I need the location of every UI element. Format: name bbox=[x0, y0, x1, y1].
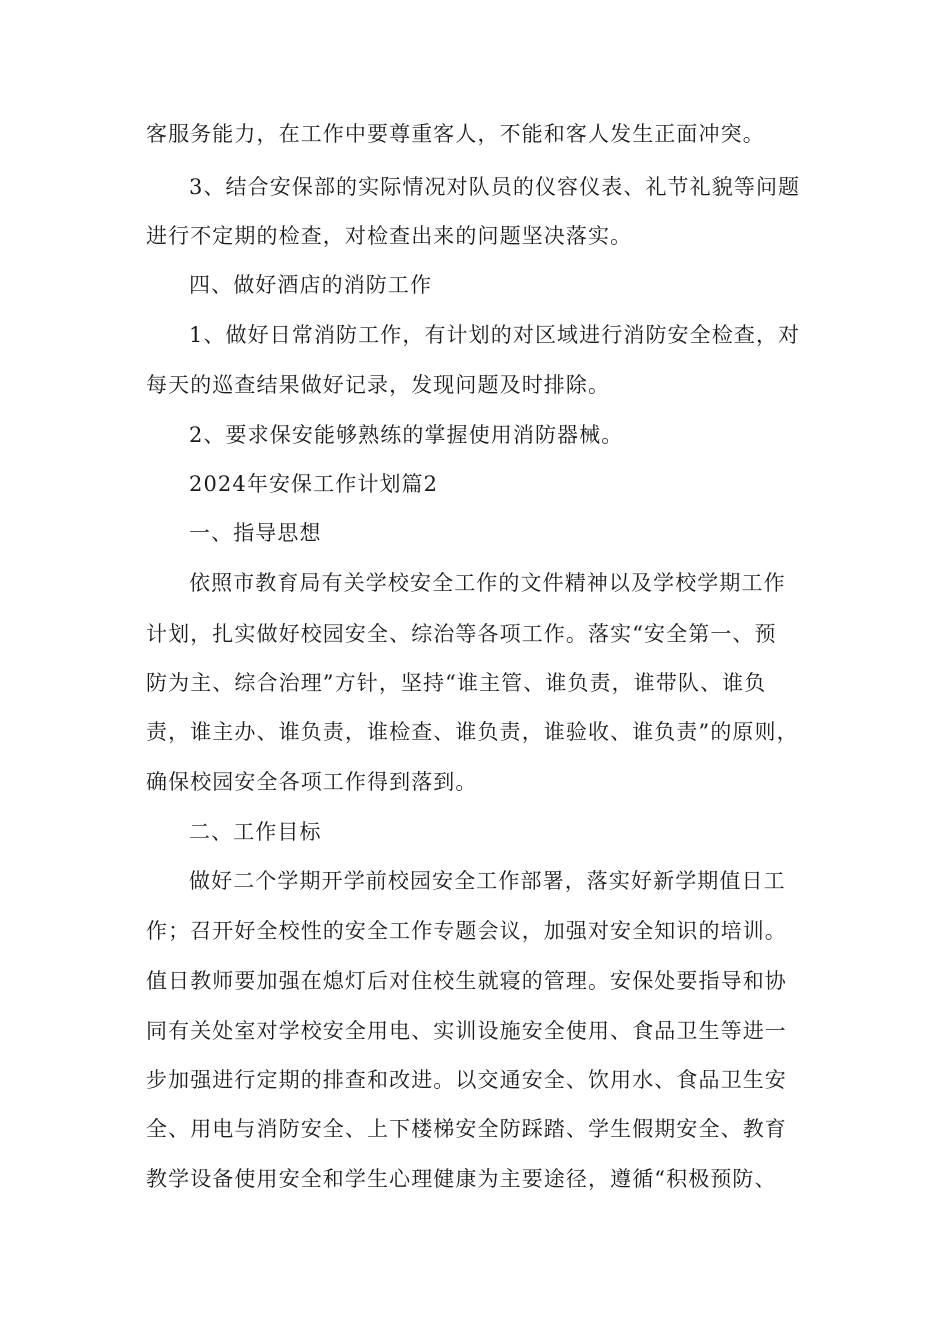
paragraph-line: 做好二个学期开学前校园安全工作部署，落实好新学期值日工 bbox=[189, 869, 786, 893]
paragraph-line: 1、做好日常消防工作，有计划的对区域进行消防安全检查，对 bbox=[189, 323, 801, 347]
paragraph-line: 防为主、综合治理”方针，坚持“谁主管、谁负责，谁带队、谁负 bbox=[146, 671, 767, 695]
paragraph-line: 每天的巡查结果做好记录，发现问题及时排除。 bbox=[146, 373, 611, 397]
paragraph-line: 同有关处室对学校安全用电、实训设施安全使用、食品卫生等进一 bbox=[146, 1019, 787, 1043]
paragraph-line: 教学设备使用安全和学生心理健康为主要途径，遵循“积极预防、 bbox=[146, 1167, 777, 1191]
paragraph-line: 责，谁主办、谁负责，谁检查、谁负责，谁验收、谁负责”的原则， bbox=[146, 720, 799, 744]
paragraph-line: 进行不定期的检查，对检查出来的问题坚决落实。 bbox=[146, 224, 633, 248]
paragraph-line: 作；召开好全校性的安全工作专题会议，加强对安全知识的培训。 bbox=[146, 919, 787, 943]
paragraph-line: 3、结合安保部的实际情况对队员的仪容仪表、礼节礼貌等问题 bbox=[189, 175, 801, 199]
paragraph-line: 值日教师要加强在熄灯后对住校生就寝的管理。安保处要指导和协 bbox=[146, 969, 787, 993]
section-title: 2024年安保工作计划篇2 bbox=[189, 472, 439, 496]
paragraph-line: 2、要求保安能够熟练的掌握使用消防器械。 bbox=[189, 423, 624, 447]
paragraph-line: 步加强进行定期的排查和改进。以交通安全、饮用水、食品卫生安 bbox=[146, 1068, 787, 1092]
section-heading: 一、指导思想 bbox=[189, 521, 322, 545]
paragraph-line: 计划，扎实做好校园安全、综治等各项工作。落实“安全第一、预 bbox=[146, 622, 777, 646]
paragraph-line: 客服务能力，在工作中要尊重客人，不能和客人发生正面冲突。 bbox=[146, 122, 765, 146]
section-heading: 四、做好酒店的消防工作 bbox=[189, 273, 433, 297]
paragraph-line: 全、用电与消防安全、上下楼梯安全防踩踏、学生假期安全、教育 bbox=[146, 1117, 787, 1141]
paragraph-line: 确保校园安全各项工作得到落到。 bbox=[146, 770, 478, 794]
paragraph-line: 依照市教育局有关学校安全工作的文件精神以及学校学期工作 bbox=[189, 571, 786, 595]
section-heading: 二、工作目标 bbox=[189, 820, 322, 844]
